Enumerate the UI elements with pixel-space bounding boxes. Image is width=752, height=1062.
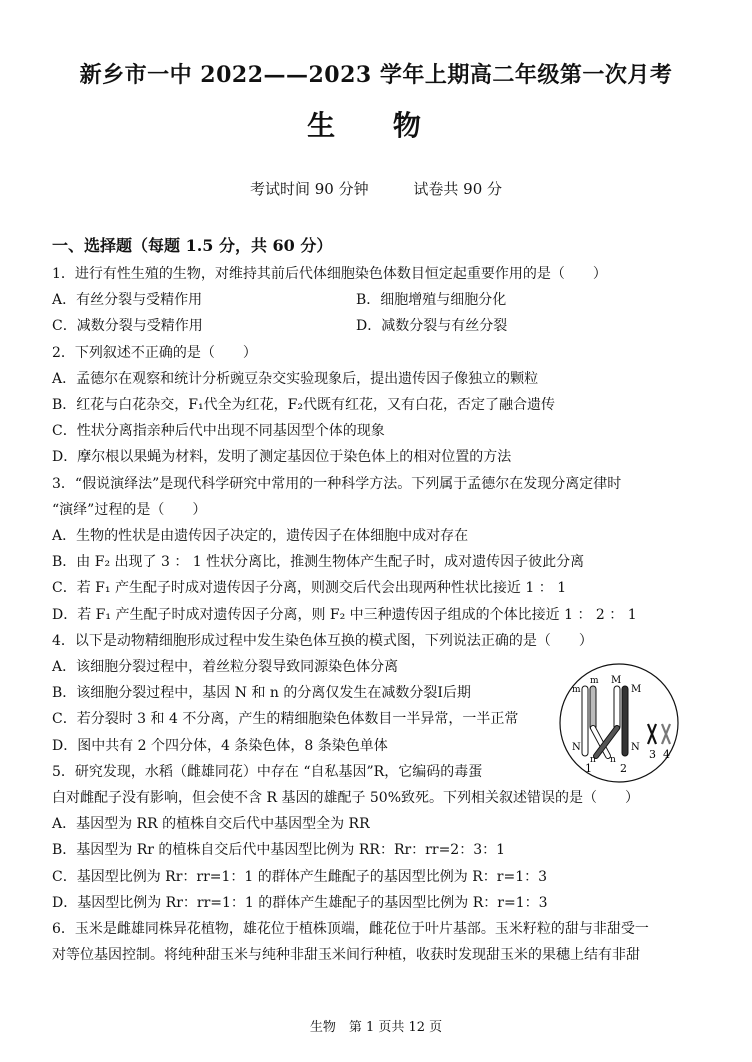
option-b: B．该细胞分裂过程中，基因 N 和 n 的分离仅发生在减数分裂Ⅰ后期 (52, 685, 471, 702)
gene-label: m (572, 685, 581, 695)
chromatid-1a (582, 686, 588, 756)
question-2 (52, 340, 702, 471)
question-stem: 2．下列叙述不正确的是（ ） (52, 344, 257, 361)
chromosome-number: 1 (585, 762, 592, 775)
gene-label: M (611, 675, 622, 686)
gene-label: n (610, 755, 616, 765)
question-3 (52, 471, 702, 628)
exam-title: 新乡市一中 2022——2023 学年上期高二年级第一次月考 (79, 62, 673, 88)
option-d: D．若 F₁ 产生配子时成对遗传因子分离，则 F₂ 中三种遗传因子组成的个体比接近 1 ： 2 ： 1 (52, 606, 637, 623)
option-c: C．若分裂时 3 和 4 不分离，产生的精细胞染色体数目一半异常，一半正常 (52, 711, 519, 728)
option-a: A．有丝分裂与受精作用 (52, 292, 203, 309)
question-stem: 3．“假说演绎法”是现代科学研究中常用的一种科学方法。下列属于孟德尔在发现分离定律时 (52, 475, 622, 492)
option-b: B．细胞增殖与细胞分化 (356, 292, 507, 309)
chromosome-3 (648, 724, 656, 744)
chromatid-1b (590, 686, 596, 730)
question-list (52, 232, 702, 968)
chromosome-number: 3 (649, 748, 656, 761)
option-d: D．摩尔根以果蝇为材料，发明了测定基因位于染色体上的相对位置的方法 (52, 449, 512, 466)
question-1 (52, 261, 702, 340)
question-stem-cont: 白对雌配子没有影响，但会使不含 R 基因的雄配子 50%致死。下列相关叙述错误的是（ ） (52, 790, 640, 807)
question-stem-cont: “演绎”过程的是（ ） (52, 501, 207, 518)
question-stem: 6．玉米是雌雄同株异花植物，雄花位于植株顶端，雌花位于叶片基部。玉米籽粒的甜与非甜受一 (52, 921, 649, 938)
chromatid-2a (614, 686, 620, 730)
page-footer: 生物 第 1 页共 12 页 (309, 1020, 443, 1035)
option-c: C．性状分离指亲种后代中出现不同基因型个体的现象 (52, 423, 385, 440)
option-c: C．若 F₁ 产生配子时成对遗传因子分离，则测交后代会出现两种性状比接近 1 ： 1 (52, 580, 567, 597)
option-row (52, 287, 702, 313)
option-row (52, 313, 702, 339)
option-a: A．孟德尔在观察和统计分析豌豆杂交实验现象后，提出遗传因子像独立的颗粒 (52, 370, 539, 387)
gene-label: m (590, 676, 599, 686)
chromatid-2b (622, 686, 628, 756)
option-a: A．该细胞分裂过程中，着丝粒分裂导致同源染色体分离 (52, 659, 399, 676)
option-b: B．由 F₂ 出现了 3 ： 1 性状分离比，推测生物体产生配子时，成对遗传因子彼此分离 (52, 554, 585, 571)
option-a: A．基因型为 RR 的植株自交后代中基因型全为 RR (52, 816, 370, 833)
option-c: C．基因型比例为 Rr：rr=1：1 的群体产生雌配子的基因型比例为 R：r=1：3 (52, 868, 548, 885)
gene-label: N (631, 742, 640, 753)
option-d: D．减数分裂与有丝分裂 (356, 318, 508, 335)
option-d: D．图中共有 2 个四分体，4 条染色体，8 条染色单体 (52, 737, 388, 754)
chromosome-number: 4 (663, 748, 670, 761)
question-stem: 4．以下是动物精细胞形成过程中发生染色体互换的模式图，下列说法正确的是（ ） (52, 632, 593, 649)
chromosome-4 (662, 724, 670, 744)
chromosome-number: 2 (620, 762, 627, 775)
gene-label: M (631, 684, 642, 695)
question-stem: 5．研究发现，水稻（雌雄同花）中存在 “自私基因”R，它编码的毒蛋 (52, 763, 483, 780)
option-c: C．减数分裂与受精作用 (52, 318, 203, 335)
gene-label: n (590, 755, 596, 765)
question-6 (52, 916, 702, 968)
option-a: A．生物的性状是由遗传因子决定的，遗传因子在体细胞中成对存在 (52, 528, 469, 545)
chromosome-crossover-figure (552, 662, 686, 784)
exam-score: 试卷共 90 分 (413, 180, 503, 198)
option-b: B．红花与白花杂交，F₁代全为红花，F₂代既有红花，又有白花，否定了融合遗传 (52, 397, 555, 414)
question-stem-cont: 对等位基因控制。将纯种甜玉米与纯种非甜玉米间行种植，收获时发现甜玉米的果穗上结有非甜 (52, 947, 640, 964)
question-stem: 1．进行有性生殖的生物，对维持其前后代体细胞染色体数目恒定起重要作用的是（ ） (52, 266, 607, 282)
exam-time: 考试时间 90 分钟 (249, 180, 369, 198)
subject-title: 生 物 (307, 109, 445, 142)
gene-label: N (572, 742, 581, 753)
option-b: B．基因型为 Rr 的植株自交后代中基因型比例为 RR：Rr：rr=2：3：1 (52, 842, 506, 859)
exam-meta (0, 178, 752, 199)
option-d: D．基因型比例为 Rr：rr=1：1 的群体产生雄配子的基因型比例为 R：r=1：3 (52, 894, 548, 911)
section-heading: 一、选择题（每题 1.5 分，共 60 分） (52, 236, 333, 255)
